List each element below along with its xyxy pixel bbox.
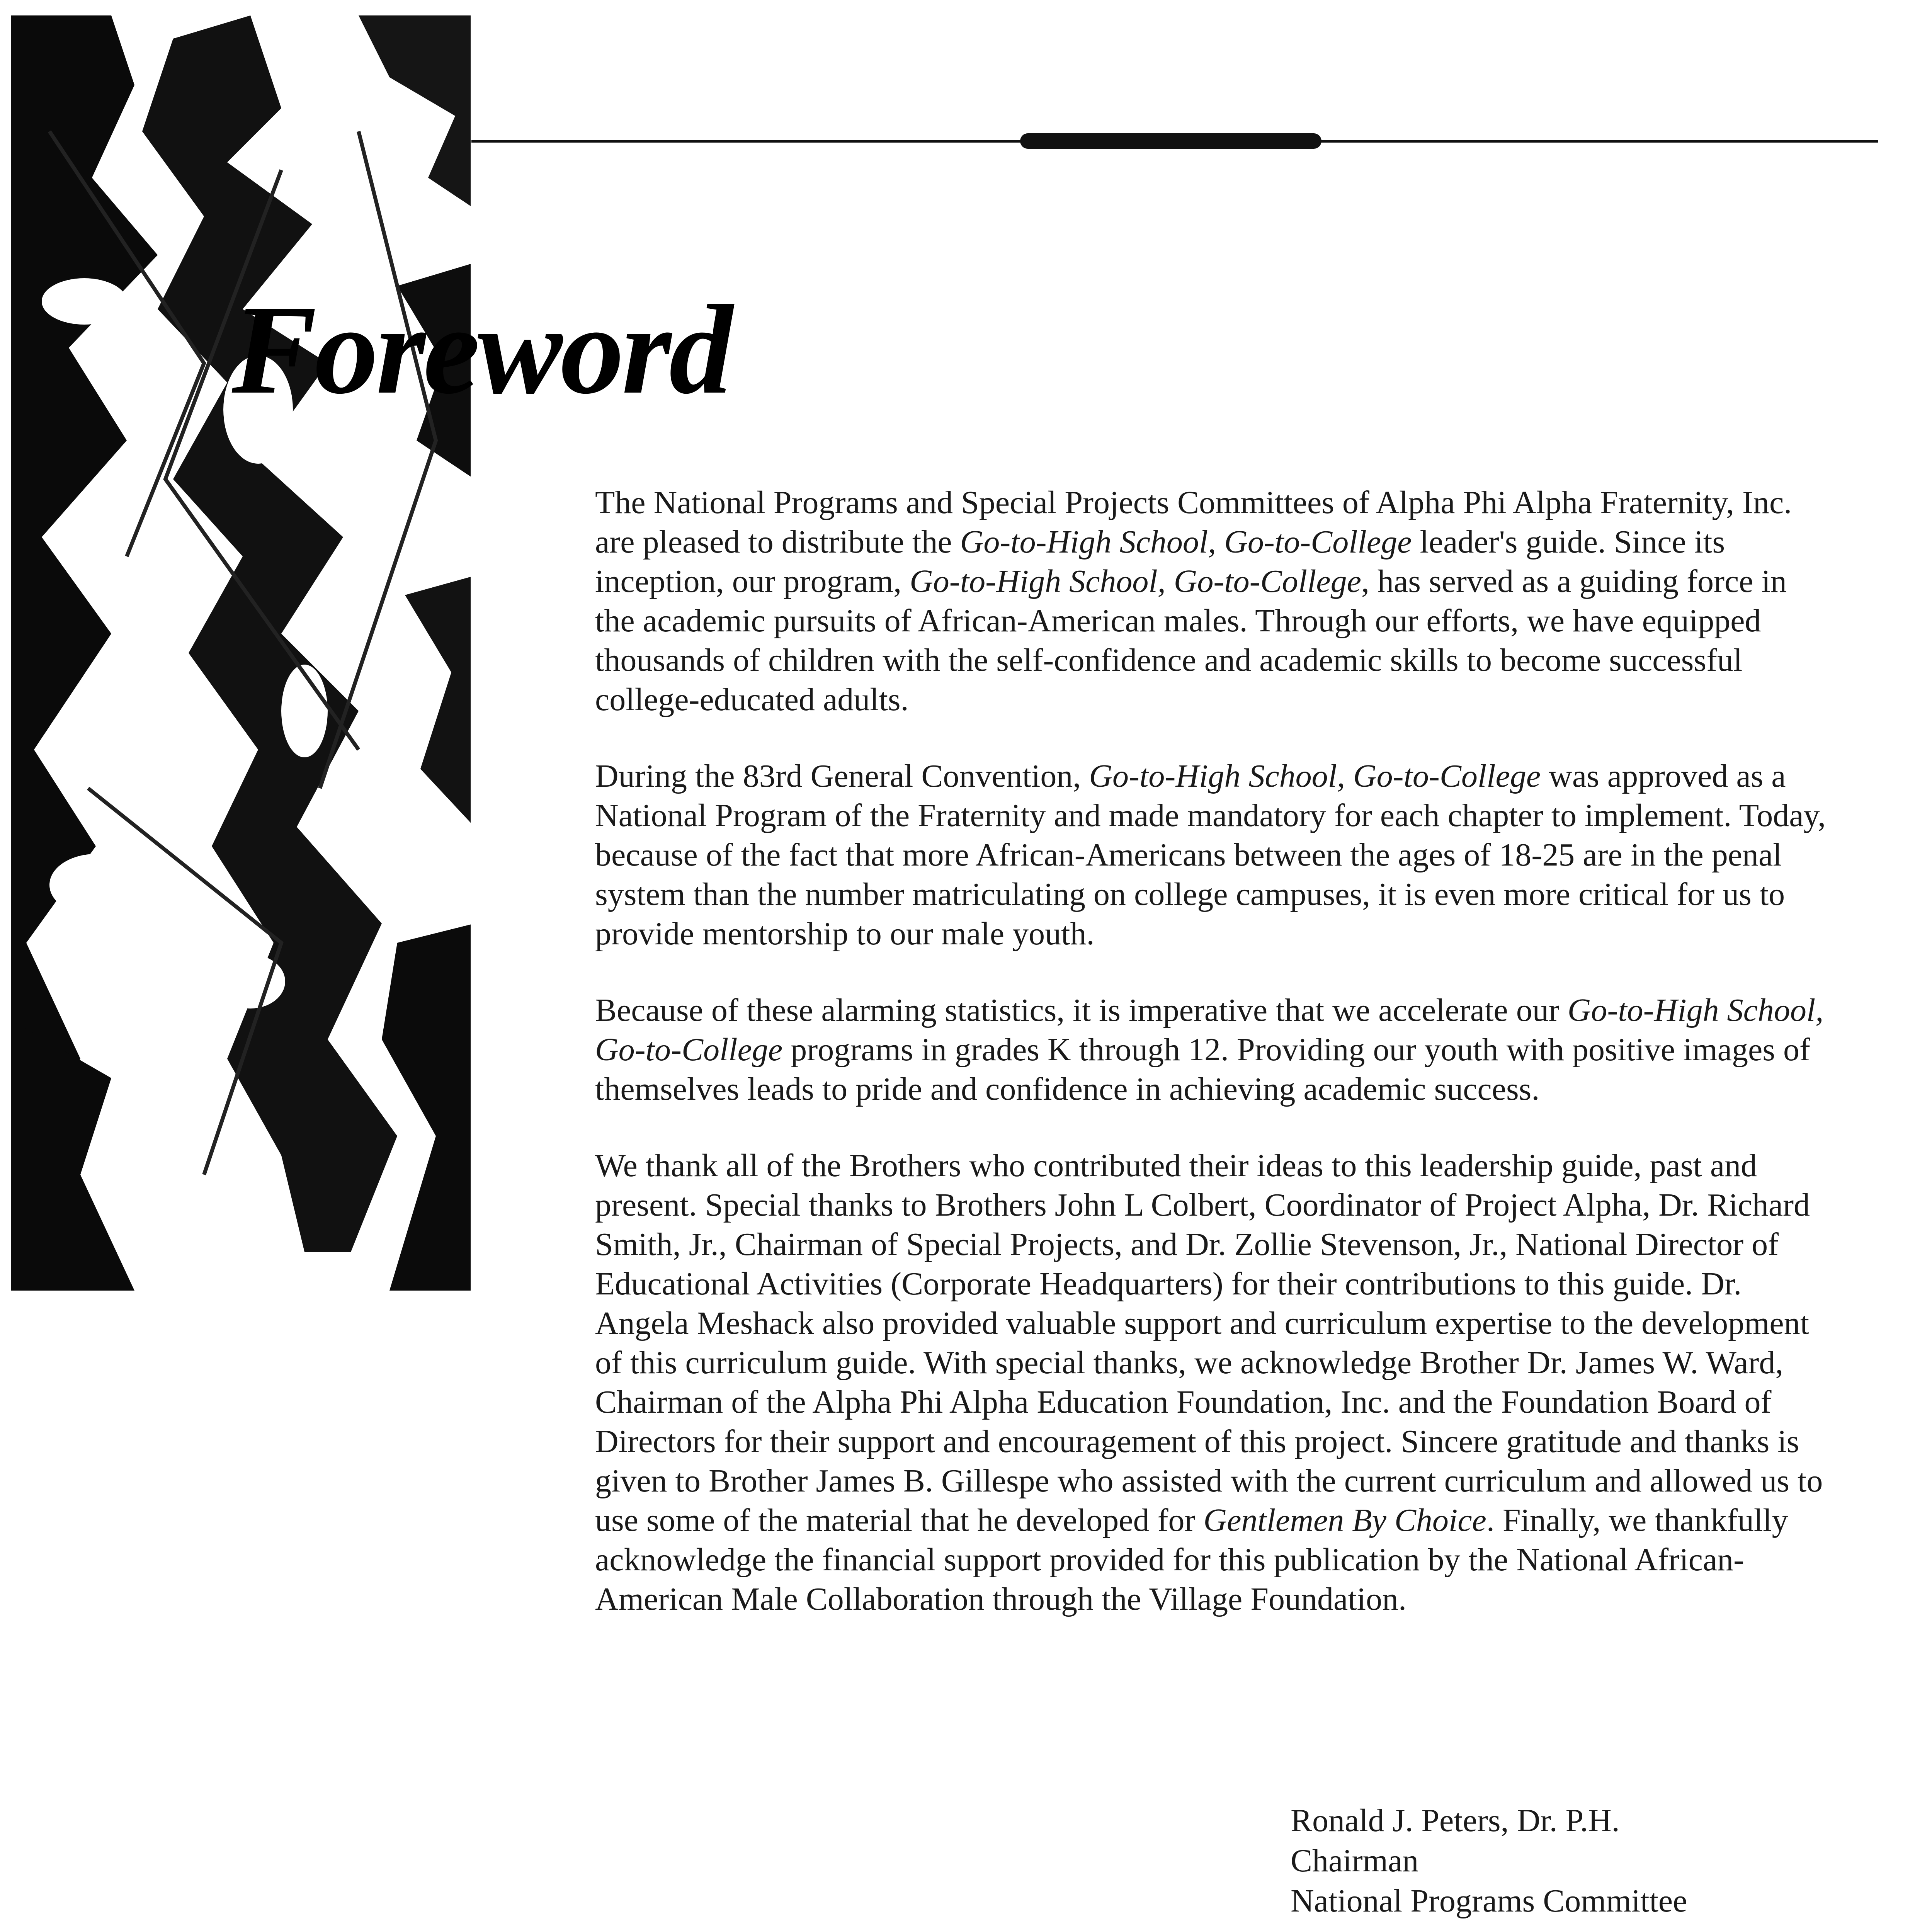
- paragraph-3: Because of these alarming statistics, it is imperative that we accelerate our Go-to-High School, Go-to-College programs in grades K through 12. Providing our youth with positive images of themselves leads to pride and confidence in achieving academic success.: [595, 992, 1824, 1107]
- paragraph-2: During the 83rd General Convention, Go-to-High School, Go-to-College was approved as a National Program of the Fraternity and made mandatory for each chapter to implement. Today, because of the fact that more African-Americans between the ages of 18-25 are in the penal system than the number matriculating on college campuses, it is even more critical for us to provide mentorship to our male youth.: [595, 758, 1826, 952]
- foreword-body: [595, 483, 1832, 1656]
- header-rule-bar: [1020, 133, 1321, 149]
- paragraph-4: We thank all of the Brothers who contributed their ideas to this leadership guide, past and present. Special thanks to Brothers John L Colbert, Coordinator of Project Alpha, Dr. Richard Smith, Jr., Chairman of Special Projects, and Dr. Zollie Stevenson, Jr., National Director of Educational Activities (Corporate Headquarters) for their contributions to this guide. Dr. Angela Meshack also provided valuable support and curriculum expertise to the development of this curriculum guide. With special thanks, we acknowledge Brother Dr. James W. Ward, Chairman of the Alpha Phi Alpha Education Foundation, Inc. and the Foundation Board of Directors for their support and encouragement of this project. Sincere gratitude and thanks is given to Brother James B. Gillespe who assisted with the current curriculum and allowed us to use some of the material that he developed for Gentlemen By Choice. Finally, we thankfully acknowledge the financial support provided for this publication by the National African-American Male Collaboration through the Village Foundation.: [595, 1148, 1823, 1617]
- signature-role: Chairman: [1291, 1843, 1419, 1879]
- signature-name: Ronald J. Peters, Dr. P.H.: [1291, 1803, 1620, 1838]
- signature-block: [1291, 1801, 1687, 1921]
- decorative-marble-image: [11, 15, 474, 1291]
- page-title: Foreword: [232, 279, 731, 421]
- signature-org: National Programs Committee: [1291, 1883, 1687, 1919]
- paragraph-1: The National Programs and Special Projects Committees of Alpha Phi Alpha Fraternity, Inc. are pleased to distribute the Go-to-High School, Go-to-College leader's guide. Since its inception, our program, Go-to-High School, Go-to-College, has served as a guiding force in the academic pursuits of African-American males. Through our efforts, we have equipped thousands of children with the self-confidence and academic skills to become successful college-educated adults.: [595, 485, 1792, 718]
